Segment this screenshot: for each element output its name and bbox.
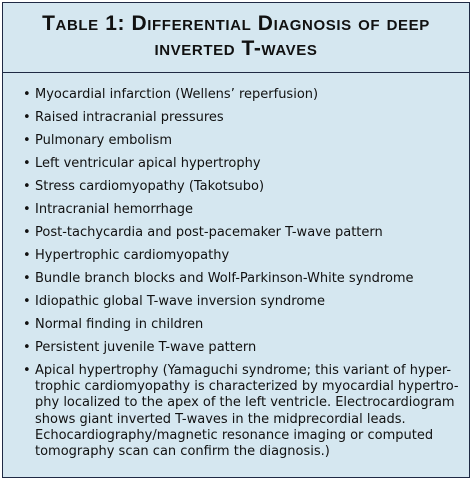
list-item bbox=[23, 225, 459, 241]
list-item-text: Normal finding in children bbox=[35, 317, 204, 332]
table-title bbox=[3, 11, 469, 61]
list-item-text: Post-tachycardia and post-pacemaker T-wave pattern bbox=[35, 225, 383, 240]
bullet-icon: • bbox=[23, 317, 31, 332]
list-item-line: shows giant inverted T-waves in the midprecordial leads. bbox=[35, 411, 406, 427]
diagnosis-list bbox=[23, 87, 459, 467]
bullet-icon: • bbox=[23, 340, 31, 355]
table-title-line-2: inverted T-waves bbox=[154, 37, 318, 60]
list-item-text: Bundle branch blocks and Wolf-Parkinson-White syndrome bbox=[35, 271, 414, 286]
list-item bbox=[23, 202, 459, 218]
list-item-text: Persistent juvenile T-wave pattern bbox=[35, 340, 257, 355]
list-item-text: Intracranial hemorrhage bbox=[35, 202, 194, 217]
list-item-line: Echocardiography/magnetic resonance imaging or computed bbox=[35, 427, 434, 443]
bullet-icon: • bbox=[23, 202, 31, 217]
bullet-icon: • bbox=[23, 110, 31, 125]
list-item bbox=[23, 87, 459, 103]
list-item bbox=[23, 156, 459, 172]
list-item bbox=[23, 340, 459, 356]
list-item-text: Pulmonary embolism bbox=[35, 133, 172, 148]
list-item-line: phy localized to the apex of the left ventricle. Electrocardiogram bbox=[35, 395, 455, 411]
list-item-text: Hypertrophic cardiomyopathy bbox=[35, 248, 230, 263]
list-item-line: tomography scan can confirm the diagnosis.) bbox=[35, 444, 330, 460]
list-item bbox=[23, 363, 459, 460]
list-item bbox=[23, 248, 459, 264]
list-item-text: Stress cardiomyopathy (Takotsubo) bbox=[35, 179, 265, 194]
bullet-icon: • bbox=[23, 87, 31, 102]
list-item bbox=[23, 110, 459, 126]
table-title-bar bbox=[3, 3, 469, 73]
bullet-icon: • bbox=[23, 294, 31, 309]
list-item-line: trophic cardiomyopathy is characterized by myocardial hypertro- bbox=[35, 379, 459, 395]
list-item bbox=[23, 294, 459, 310]
list-item bbox=[23, 179, 459, 195]
list-item-text: Left ventricular apical hypertrophy bbox=[35, 156, 261, 171]
list-item-text: Myocardial infarction (Wellens’ reperfusion) bbox=[35, 87, 319, 102]
list-item bbox=[23, 271, 459, 287]
bullet-icon: • bbox=[23, 225, 31, 240]
list-item-text: Idiopathic global T-wave inversion syndrome bbox=[35, 294, 325, 309]
bullet-icon: • bbox=[23, 179, 31, 194]
bullet-icon: • bbox=[23, 271, 31, 286]
table-title-line-1: Table 1: Differential Diagnosis of deep bbox=[42, 12, 430, 35]
list-item bbox=[23, 133, 459, 149]
list-item-text: Raised intracranial pressures bbox=[35, 110, 224, 125]
list-item bbox=[23, 317, 459, 333]
bullet-icon: • bbox=[23, 156, 31, 171]
bullet-icon: • bbox=[23, 133, 31, 148]
bullet-icon: • bbox=[23, 248, 31, 263]
differential-diagnosis-table bbox=[2, 2, 470, 478]
bullet-icon: • bbox=[23, 363, 31, 378]
list-item-line: Apical hypertrophy (Yamaguchi syndrome; this variant of hyper- bbox=[35, 363, 452, 378]
